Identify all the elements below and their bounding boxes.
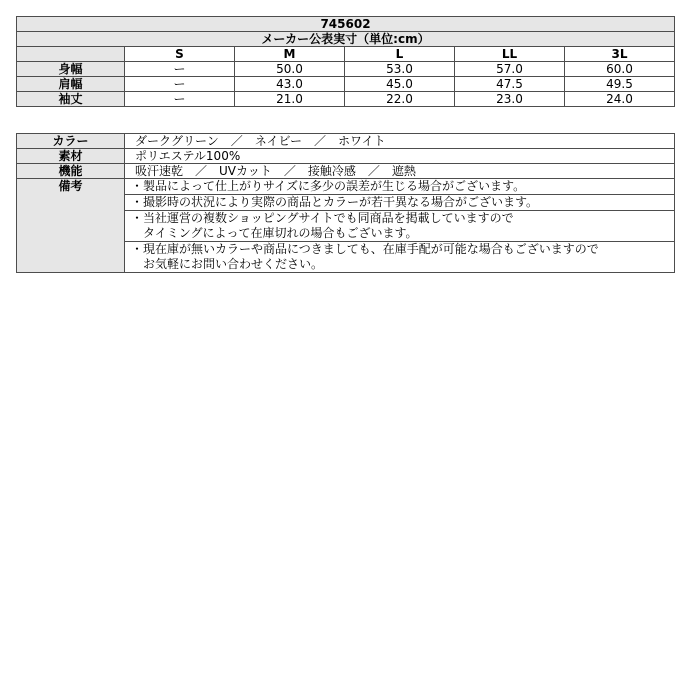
size-label-s: S bbox=[125, 47, 235, 62]
row-label: 肩幅 bbox=[17, 77, 125, 92]
row-label: 身幅 bbox=[17, 62, 125, 77]
remark-note bbox=[125, 211, 675, 242]
spec-value: ポリエステル100% bbox=[125, 149, 675, 164]
remark-line: お気軽にお問い合わせください。 bbox=[131, 257, 324, 271]
remark-note bbox=[125, 195, 675, 211]
size-label-l: L bbox=[345, 47, 455, 62]
measurement-cell: 49.5 bbox=[565, 77, 675, 92]
measurement-row-body-width bbox=[17, 62, 675, 77]
size-table bbox=[16, 16, 675, 107]
measurement-cell: ー bbox=[125, 62, 235, 77]
measurement-row-sleeve-length bbox=[17, 92, 675, 107]
measurement-cell: 22.0 bbox=[345, 92, 455, 107]
remark-line: タイミングによって在庫切れの場合もございます。 bbox=[131, 226, 418, 240]
size-label-m: M bbox=[235, 47, 345, 62]
remark-line: ・当社運営の複数ショッピングサイトでも同商品を掲載していますので bbox=[131, 211, 514, 225]
spec-table bbox=[16, 133, 675, 273]
product-code: 745602 bbox=[17, 17, 675, 32]
remark-line: ・現在庫が無いカラーや商品につきましても、在庫手配が可能な場合もございますので bbox=[131, 242, 599, 256]
size-table-caption: メーカー公表実寸（単位:cm） bbox=[17, 32, 675, 47]
spec-row-material bbox=[17, 149, 675, 164]
size-label-3l: 3L bbox=[565, 47, 675, 62]
size-header-row bbox=[17, 47, 675, 62]
spec-row-color bbox=[17, 134, 675, 149]
measurement-cell: 57.0 bbox=[455, 62, 565, 77]
remarks-label: 備考 bbox=[17, 179, 125, 273]
spec-row-function bbox=[17, 164, 675, 179]
measurement-cell: 24.0 bbox=[565, 92, 675, 107]
size-label-ll: LL bbox=[455, 47, 565, 62]
remark-line: ・製品によって仕上がりサイズに多少の誤差が生じる場合がございます。 bbox=[131, 179, 526, 193]
measurement-cell: 45.0 bbox=[345, 77, 455, 92]
measurement-cell: 43.0 bbox=[235, 77, 345, 92]
measurement-cell: 47.5 bbox=[455, 77, 565, 92]
spec-value: ダークグリーン ／ ネイビー ／ ホワイト bbox=[125, 134, 675, 149]
measurement-cell: ー bbox=[125, 77, 235, 92]
remark-line: ・撮影時の状況により実際の商品とカラーが若干異なる場合がございます。 bbox=[131, 195, 539, 209]
measurement-row-shoulder-width bbox=[17, 77, 675, 92]
spec-value: 吸汗速乾 ／ UVカット ／ 接触冷感 ／ 遮熱 bbox=[125, 164, 675, 179]
spec-label: カラー bbox=[17, 134, 125, 149]
measurement-cell: 53.0 bbox=[345, 62, 455, 77]
remarks-row-1 bbox=[17, 179, 675, 195]
measurement-cell: 50.0 bbox=[235, 62, 345, 77]
spec-label: 素材 bbox=[17, 149, 125, 164]
remark-note bbox=[125, 179, 675, 195]
row-label: 袖丈 bbox=[17, 92, 125, 107]
measurement-cell: 21.0 bbox=[235, 92, 345, 107]
corner-cell bbox=[17, 47, 125, 62]
remark-note bbox=[125, 242, 675, 273]
measurement-cell: ー bbox=[125, 92, 235, 107]
measurement-cell: 23.0 bbox=[455, 92, 565, 107]
spec-label: 機能 bbox=[17, 164, 125, 179]
measurement-cell: 60.0 bbox=[565, 62, 675, 77]
